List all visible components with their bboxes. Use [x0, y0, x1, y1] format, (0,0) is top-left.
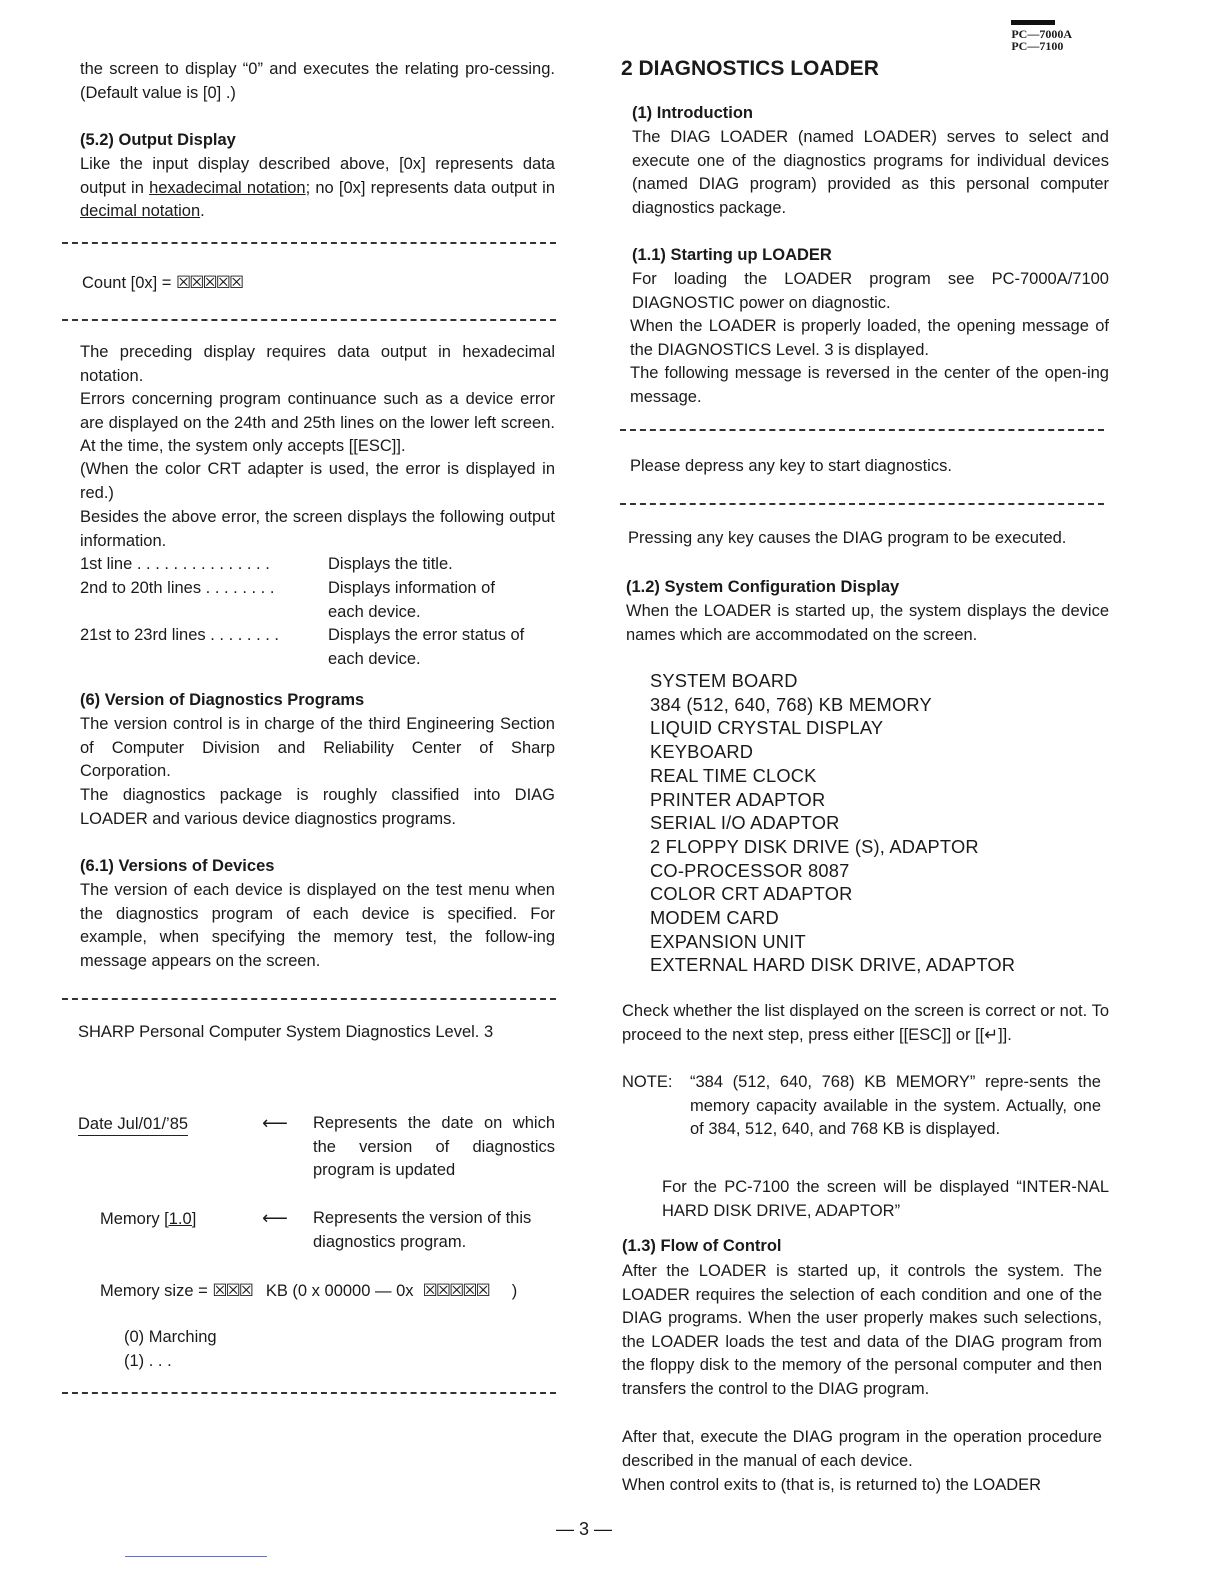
model-b: PC—7100 — [1011, 39, 1064, 53]
arrow-icon: ⟵ — [262, 1113, 288, 1133]
footer-rule — [125, 1556, 267, 1557]
device-item: SYSTEM BOARD — [650, 670, 798, 691]
device-item: CO-PROCESSOR 8087 — [650, 859, 850, 881]
device-item: 384 (512, 640, 768) KB MEMORY — [650, 693, 932, 715]
besides-paragraph: Besides the above error, the screen displays the following output information. — [80, 508, 555, 550]
header-bar — [1011, 20, 1055, 25]
device-item: EXTERNAL HARD DISK DRIVE, ADAPTOR — [650, 954, 1016, 976]
row-desc: Displays information of each device. — [328, 579, 495, 621]
device-item: KEYBOARD — [650, 741, 754, 763]
device-item: SERIAL I/O ADAPTOR — [650, 812, 840, 834]
section-1-3-paragraph-b: After that, execute the DIAG program in the operation procedure described in the manual of each device. — [622, 1428, 1102, 1470]
preceding-paragraph: The preceding display requires data output in hexadecimal notation. — [80, 343, 555, 385]
section-1-1-paragraph-a: For loading the LOADER program see PC-7000A/7100 DIAGNOSTIC power on diagnostic. — [632, 270, 1109, 312]
model-header — [1011, 20, 1072, 52]
color-crt-paragraph: (When the color CRT adapter is used, the error is displayed in red.) — [80, 460, 555, 502]
device-item: MODEM CARD — [650, 907, 779, 929]
model-a: PC—7000A — [1011, 27, 1072, 41]
option-0: (0) Marching — [124, 1328, 217, 1346]
count-value-blocks: ☒☒☒☒☒ — [176, 273, 243, 292]
row-label: 21st to 23rd lines . . . . . . . . — [80, 626, 280, 644]
device-item: EXPANSION UNIT — [650, 930, 806, 952]
row-label: 2nd to 20th lines . . . . . . . . — [80, 579, 275, 597]
section-1-2-heading: (1.2) System Configuration Display — [626, 578, 900, 596]
device-item: PRINTER ADAPTOR — [650, 788, 826, 810]
section-6-paragraph-a: The version control is in charge of the third Engineering Section of Computer Division and Reliability Center of Sharp Corporation. — [80, 715, 555, 781]
row-desc: Displays the error status of each device. — [328, 626, 525, 668]
memory-description: Represents the version of this diagnostics program. — [313, 1209, 532, 1251]
note-label: NOTE: — [622, 1073, 673, 1091]
pressing-paragraph: Pressing any key causes the DIAG program to be executed. — [628, 529, 1067, 547]
memory-version: Memory [1.0] — [100, 1210, 197, 1228]
section-1-heading: (1) Introduction — [632, 104, 753, 122]
device-list — [650, 669, 1110, 977]
screen-divider — [62, 242, 556, 244]
section-5-2-heading: (5.2) Output Display — [80, 131, 236, 149]
device-item: COLOR CRT ADAPTOR — [650, 883, 853, 905]
section-1-1-heading: (1.1) Starting up LOADER — [632, 246, 832, 264]
check-paragraph: Check whether the list displayed on the screen is correct or not. To proceed to the next step, press either [[ESC]] or [[↵]]. — [622, 1002, 1109, 1044]
section-6-1-heading: (6.1) Versions of Devices — [80, 857, 275, 875]
memory-size-line: Memory size = ☒☒☒ KB (0 x 00000 — 0x ☒☒☒☒☒ ) — [100, 1281, 518, 1300]
section-1-paragraph: The DIAG LOADER (named LOADER) serves to select and execute one of the diagnostics programs for individual devices (named DIAG program) provided as this personal computer diagnostics package. — [632, 128, 1109, 217]
date-label: Date Jul/01/’85 — [78, 1114, 188, 1136]
section-1-1-paragraph-b: When the LOADER is properly loaded, the opening message of the DIAGNOSTICS Level. 3 is displayed. — [630, 317, 1109, 359]
option-1: (1) . . . — [124, 1352, 172, 1370]
page-number: — 3 — — [556, 1519, 613, 1539]
screen-title: SHARP Personal Computer System Diagnostics Level. 3 — [78, 1023, 494, 1041]
section-1-2-paragraph: When the LOADER is started up, the system displays the device names which are accommodated on the screen. — [626, 602, 1109, 644]
intro-paragraph: the screen to display “0” and executes the relating pro-cessing. (Default value is [0] .) — [80, 60, 555, 102]
section-1-3-heading: (1.3) Flow of Control — [622, 1237, 782, 1255]
note-pc7100: For the PC-7100 the screen will be displayed “INTER-NAL HARD DISK DRIVE, ADAPTOR” — [662, 1178, 1109, 1220]
date-description: Represents the date on which the version of diagnostics program is updated — [313, 1114, 555, 1180]
screen-divider — [62, 319, 556, 321]
screen-divider — [620, 429, 1104, 431]
screen-divider — [620, 503, 1104, 505]
screen-divider — [62, 998, 556, 1000]
section-5-2-paragraph: Like the input display described above, [0x] represents data output in hexadecimal notation; no [0x] represents data output in decimal notation. — [80, 155, 555, 221]
device-item: LIQUID CRYSTAL DISPLAY — [650, 717, 884, 739]
section-6-paragraph-b: The diagnostics package is roughly classified into DIAG LOADER and various device diagnostics programs. — [80, 786, 555, 828]
section-1-3-paragraph-c: When control exits to (that is, is returned to) the LOADER — [622, 1476, 1042, 1494]
section-6-1-paragraph: The version of each device is displayed on the test menu when the diagnostics program of each device is specified. For example, when specifying the memory test, the follow-ing message appears on the screen. — [80, 881, 555, 970]
row-label: 1st line . . . . . . . . . . . . . . . — [80, 555, 270, 573]
device-item: REAL TIME CLOCK — [650, 764, 817, 786]
note-text: “384 (512, 640, 768) KB MEMORY” repre-sents the memory capacity available in the system. Actually, one of 384, 512, 640, and 768 KB is displayed. — [690, 1073, 1101, 1139]
section-6-heading: (6) Version of Diagnostics Programs — [80, 691, 365, 709]
errors-paragraph: Errors concerning program continuance such as a device error are displayed on the 24th and 25th lines on the lower left screen. At the time, the system only accepts [[ESC]]. — [80, 390, 555, 456]
arrow-icon: ⟵ — [262, 1208, 288, 1228]
row-desc: Displays the title. — [328, 555, 453, 573]
device-item: 2 FLOPPY DISK DRIVE (S), ADAPTOR — [650, 835, 979, 857]
chapter-heading: 2 DIAGNOSTICS LOADER — [621, 57, 879, 80]
section-1-3-paragraph-a: After the LOADER is started up, it controls the system. The LOADER requires the selection of each condition and one of the DIAG programs. When the user properly makes such selections, the LOADER loads the test and data of the DIAG program from the floppy disk to the memory of the personal computer and then transfers the control to the DIAG program. — [622, 1262, 1102, 1398]
screen-divider — [62, 1392, 556, 1394]
count-display: Count [0x] = ☒☒☒☒☒ — [82, 271, 242, 296]
start-message: Please depress any key to start diagnostics. — [630, 457, 952, 475]
section-1-1-paragraph-c: The following message is reversed in the center of the open-ing message. — [630, 364, 1109, 406]
